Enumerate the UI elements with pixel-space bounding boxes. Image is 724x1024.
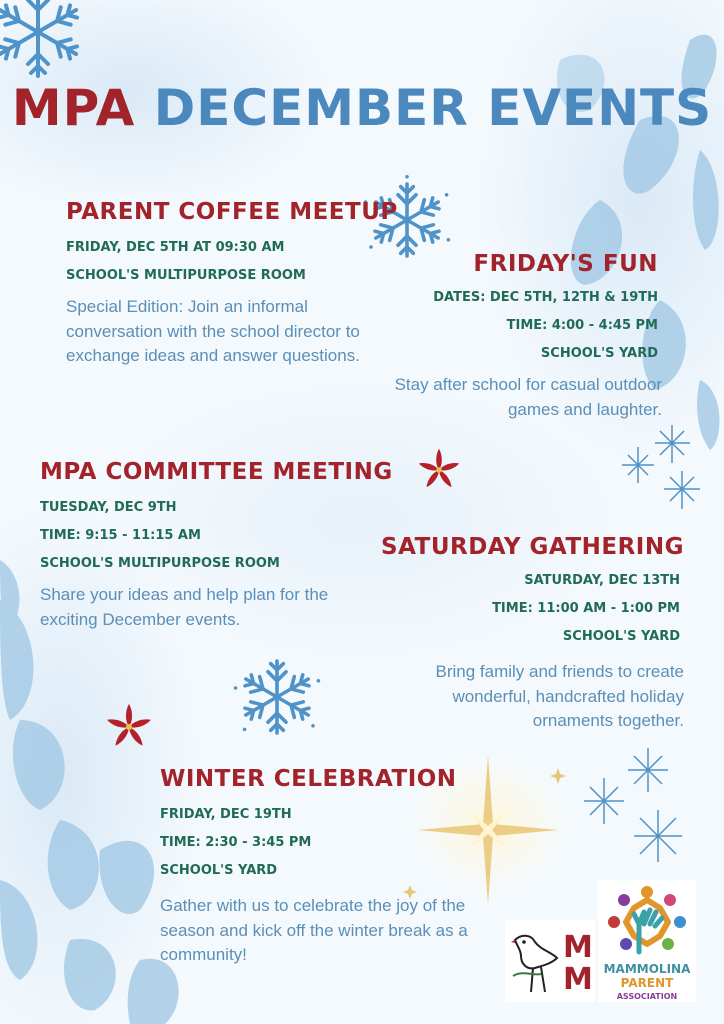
page-title [0,78,724,138]
hands-circle-icon [604,882,690,958]
event-description: Special Edition: Join an informal conversation with the school director to exchange ideas and answer questions. [66,297,360,365]
event-title: PARENT COFFEE MEETUP [66,199,398,225]
event-description: Stay after school for casual outdoor games and laughter. [394,375,662,419]
sparkle-star-icon [582,748,692,868]
event-detail: SATURDAY, DEC 13TH [524,573,680,588]
event-fridays-fun [390,250,662,422]
event-title: WINTER CELEBRATION [160,766,457,792]
title-part-1: MPA [11,79,136,137]
event-detail: TIME: 11:00 AM - 1:00 PM [492,601,680,616]
event-detail: DATES: DEC 5TH, 12TH & 19TH [433,290,658,305]
event-detail: TIME: 9:15 - 11:15 AM [40,528,201,543]
event-title: FRIDAY'S FUN [473,251,658,277]
event-committee-meeting [40,458,393,632]
association-name: PARENT [620,976,674,990]
event-detail: FRIDAY, DEC 19TH [160,807,292,822]
event-description: Gather with us to celebrate the joy of the season and kick off the winter break as a community! [160,896,468,964]
association-name: ASSOCIATION [616,992,678,1001]
event-detail: SCHOOL'S MULTIPURPOSE ROOM [40,556,280,571]
event-detail: SCHOOL'S YARD [540,346,658,361]
event-description: Share your ideas and help plan for the exciting December events. [40,585,329,629]
logo-letter: M [563,962,593,997]
school-logo [505,920,595,1002]
event-detail: TUESDAY, DEC 9TH [40,500,177,515]
poinsettia-icon [416,447,462,493]
poinsettia-icon [104,702,154,752]
event-winter-celebration [160,765,476,968]
logo-letter: M [563,930,593,965]
snowflake-icon [232,652,322,742]
event-detail: TIME: 2:30 - 3:45 PM [160,835,312,850]
event-saturday-gathering [374,533,684,734]
event-detail: FRIDAY, DEC 5TH AT 09:30 AM [66,240,285,255]
event-detail: SCHOOL'S YARD [160,863,278,878]
sparkle-star-icon [620,425,710,515]
event-title: SATURDAY GATHERING [381,534,684,560]
event-detail: SCHOOL'S MULTIPURPOSE ROOM [66,268,306,283]
event-detail: TIME: 4:00 - 4:45 PM [506,318,658,333]
association-name: MAMMOLINA [603,962,691,976]
title-part-2: DECEMBER EVENTS [153,79,713,137]
event-description: Bring family and friends to create wonderful, handcrafted holiday ornaments together. [435,662,684,730]
event-parent-coffee [66,198,398,369]
association-logo [598,880,696,1002]
event-detail: SCHOOL'S YARD [562,629,680,644]
bird-icon [511,930,563,996]
snowflake-icon [0,0,88,82]
event-title: MPA COMMITTEE MEETING [40,459,393,485]
